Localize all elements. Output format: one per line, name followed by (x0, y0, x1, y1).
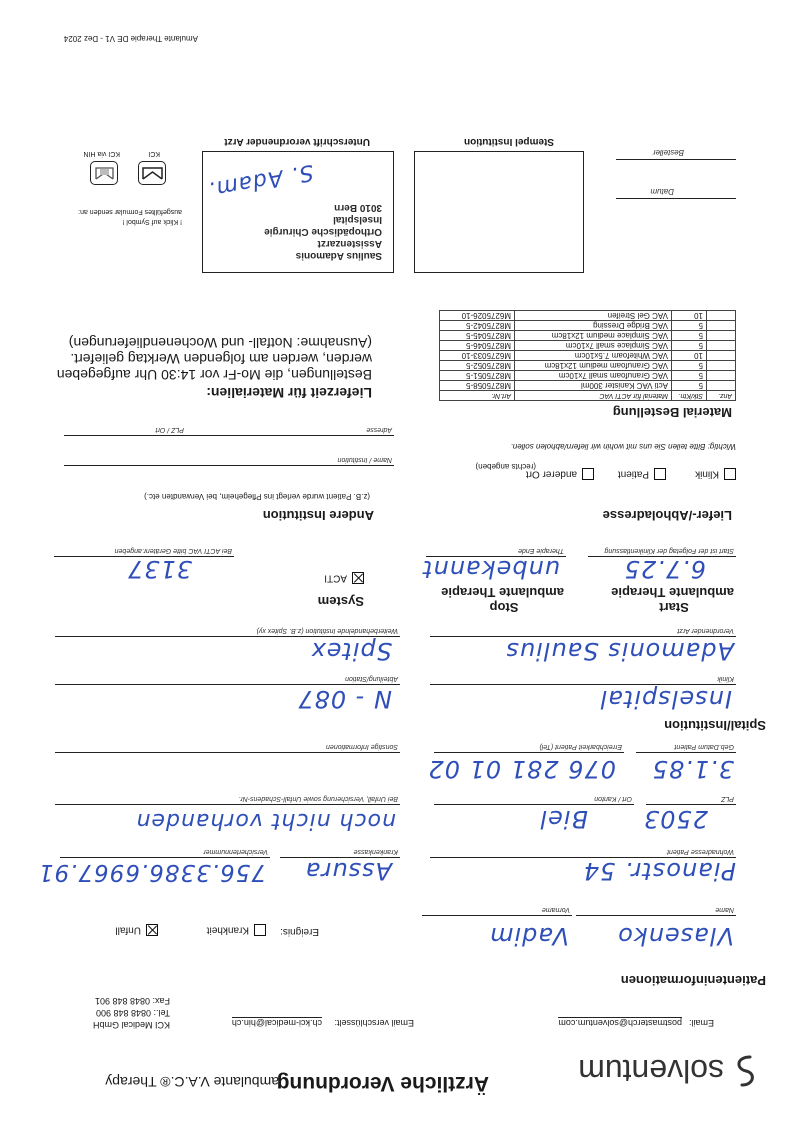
cap-telefon: Erreichbarkeit Patient (Tel) (539, 743, 622, 750)
patient-versichertennummer[interactable]: 756.3386.6967.91 (37, 859, 266, 885)
cap-ende: Therapie Ende (518, 547, 564, 554)
material-row (440, 341, 736, 351)
cap-plz: PLZ (721, 795, 734, 802)
cap-versichertennummer: Versichertennummer (203, 848, 268, 855)
kci-hin-icon-label: KCI via HIN (83, 150, 120, 157)
cap-andere-plz: PLZ / Ort (155, 426, 184, 433)
material-cell-stk: 5 (672, 361, 707, 371)
cap-unfallversicherung: Bei Unfall, Versicherung sowie Unfall-Schadens-Nr. (238, 795, 398, 802)
cap-wohnadresse: Wohnadresse Patient (667, 848, 734, 855)
header-artnr: Art.Nr. (440, 391, 515, 401)
header-anz: Anz. (707, 391, 736, 401)
material-cell-art: M8275046-5 (440, 341, 515, 351)
material-row (440, 351, 736, 361)
anderer-ort-note: (rechts angeben) (475, 462, 536, 471)
cap-name: Name (715, 906, 734, 913)
material-cell-art: M8275042-5 (440, 321, 515, 331)
cap-andere-name: Name / Institution (337, 456, 392, 463)
section-patient: Patienteninformationen (620, 973, 766, 988)
lieferzeit-line1: Bestellungen, die Mo-Fr vor 14:30 Uhr aufgegeben (56, 367, 372, 383)
form-title: Ärztliche Verordnung (276, 1072, 489, 1095)
cap-krankenkasse: Krankenkasse (353, 848, 398, 855)
company-fax: Fax: 0848 848 901 (94, 996, 170, 1006)
material-row (440, 361, 736, 371)
header-stk: Stk/Ktn. (672, 391, 707, 401)
email-encrypted-link[interactable]: ch.kci-medical@hin.ch (231, 1018, 322, 1028)
patient-unfallversicherung[interactable]: noch nicht vorhanden (135, 808, 396, 833)
stop-title: Stop ambulante Therapie (441, 585, 564, 615)
arzt-signature: S. Adam. (205, 158, 316, 203)
unfall-checkbox[interactable]: Unfall (115, 921, 158, 939)
material-cell-stk: 5 (672, 321, 707, 331)
send-note-1: ! Klick auf Symbol ! (122, 218, 182, 225)
lieferzeit-line2: werden, werden am folgenden Werktag geliefert. (70, 351, 372, 367)
section-spital: Spital/Institution (664, 718, 766, 733)
stempel-box[interactable] (414, 151, 584, 273)
cap-geraetenummer: Bei ACTI VAC bitte Gerätenr.angeben (114, 547, 232, 554)
material-cell-anz[interactable] (707, 331, 736, 341)
brand-name: solventum (578, 1053, 724, 1089)
header-material: Material für ACTI VAC (515, 391, 672, 401)
section-andere-institution: Andere Institution (262, 508, 374, 523)
company-name: KCI Medical GmbH (92, 1020, 170, 1030)
unterschrift-label: Unterschrift verordnender Arzt (224, 136, 370, 147)
material-cell-stk: 10 (672, 351, 707, 361)
klinik-checkbox[interactable]: Klinik (695, 465, 736, 483)
kci-mail-icon[interactable] (138, 161, 166, 185)
material-cell-anz[interactable] (707, 311, 736, 321)
patient-telefon[interactable]: 076 281 01 02 (427, 755, 616, 783)
patient-geburtsdatum[interactable]: 3.1.85 (651, 755, 734, 783)
material-cell-stk: 5 (672, 371, 707, 381)
ereignis-label: Ereignis: (280, 926, 319, 937)
wichtig-note: Wichtig: Bitte teilen Sie uns mit wohin wir liefern/abholen sollen. (510, 442, 736, 451)
material-table-header (440, 391, 736, 401)
patient-wohnadresse[interactable]: Pianostr. 54 (582, 857, 736, 885)
therapie-start[interactable]: 6.7.25 (623, 555, 706, 583)
material-cell-art: M6275026-10 (440, 311, 515, 321)
cap-start: Start ist der Folgetag der Klinikentlassung (604, 547, 734, 554)
material-cell-name: VAC Simplace medium 12x18cm (515, 331, 672, 341)
patient-ort[interactable]: Biel (539, 805, 588, 833)
therapie-ende[interactable]: unbekannt (422, 555, 560, 583)
cap-verordnender-arzt: Verordnender Arzt (677, 627, 734, 634)
material-table (439, 310, 736, 401)
kci-icon-label: KCI (148, 150, 160, 157)
kci-hin-mail-icon[interactable] (90, 161, 118, 185)
material-cell-art: M8275058-5 (440, 381, 515, 391)
material-cell-name: VAC Granufoam small 7x10cm (515, 371, 672, 381)
material-cell-name: VAC Gel Streifen (515, 311, 672, 321)
section-material: Material Bestellung (612, 405, 732, 420)
material-cell-anz[interactable] (707, 341, 736, 351)
material-cell-anz[interactable] (707, 361, 736, 371)
material-cell-art: M6275033-10 (440, 351, 515, 361)
form-subtitle: ambulante V.A.C.® Therapy (105, 1074, 279, 1090)
material-cell-name: VAC Bridge Dressing (515, 321, 672, 331)
lieferzeit-line3: (Ausnahme: Notfall- und Wochenendlieferungen) (68, 335, 372, 351)
patient-plz[interactable]: 2503 (642, 805, 708, 833)
cap-ort: Ort / Kanton (594, 795, 632, 802)
material-row (440, 371, 736, 381)
stempel-label: Stempel Institution (464, 136, 554, 147)
send-note-2: ausgefülltes Formular senden an: (78, 208, 182, 215)
email-encrypted-label: Email verschlüsselt: (334, 1018, 414, 1028)
cap-klinik: Klinik (717, 675, 734, 682)
cap-besteller: Besteller (652, 148, 684, 157)
lieferzeit-title: Lieferzeit für Materialien: (206, 385, 372, 401)
email-label: Email: (688, 1018, 714, 1028)
material-row (440, 321, 736, 331)
cap-andere-adresse: Adresse (366, 426, 392, 433)
andere-note: (z.B. Patient wurde verlegt ins Pflegeheim, bei Verwandten etc.) (144, 492, 370, 501)
system-title: System (317, 594, 364, 609)
document-id: Amulante Therapie DE V1 - Dez 2024 (63, 34, 198, 43)
cap-abteilung: Abteilung/Station (345, 675, 398, 682)
material-cell-anz[interactable] (707, 381, 736, 391)
start-title: Start ambulante Therapie (611, 585, 734, 615)
spital-klinik[interactable]: Inselspital (599, 685, 732, 713)
section-lieferadresse: Liefer-/Abholadresse (602, 508, 732, 523)
patient-checkbox[interactable]: Patient (618, 465, 666, 483)
patient-name[interactable]: Vlasenko (617, 922, 734, 950)
material-cell-anz[interactable] (707, 321, 736, 331)
cap-sonstige: Sonstige Informationen (326, 743, 398, 750)
anderer-ort-checkbox[interactable]: anderer Ort (526, 465, 594, 483)
spital-abteilung[interactable]: N - 087 (297, 685, 392, 713)
material-cell-art: M8275052-5 (440, 361, 515, 371)
krankheit-checkbox[interactable]: Krankheit (207, 921, 266, 939)
verordnender-arzt[interactable]: Adamonis Saulius (505, 637, 734, 665)
material-cell-name: Acti VAC Kanister 300ml (515, 381, 672, 391)
weiterbehandelnde-institution[interactable]: Spitex (310, 637, 392, 665)
material-cell-anz[interactable] (707, 371, 736, 381)
material-cell-name: VAC Granufoam medium 12x18cm (515, 361, 672, 371)
arzt-stempel: Saulius Adamonis Assistenzarzt Orthopädische Chirurgie Inselspital 3010 Bern (264, 202, 382, 261)
acti-checkbox[interactable]: ACTI (324, 569, 364, 587)
material-row (440, 311, 736, 321)
cap-weiterbehandelnde: Weiterbehandelnde Institution (z.B. Spitex xy) (256, 627, 398, 634)
material-row (440, 381, 736, 391)
company-tel: Tel.: 0848 848 900 (95, 1008, 170, 1018)
patient-vorname[interactable]: Vadim (489, 922, 569, 950)
email-link[interactable]: postmasterch@solventum.com (558, 1018, 682, 1028)
cap-vorname: Vorname (541, 906, 570, 913)
solventum-logo-icon (724, 1051, 764, 1091)
cap-datum: Datum (650, 187, 674, 196)
material-cell-stk: 5 (672, 381, 707, 391)
cap-geburtsdatum: Geb.Datum Patient (674, 743, 734, 750)
material-cell-art: M8275045-5 (440, 331, 515, 341)
material-cell-stk: 5 (672, 341, 707, 351)
material-row (440, 331, 736, 341)
patient-krankenkasse[interactable]: Assura (304, 857, 392, 885)
acti-geraetenummer[interactable]: 3137 (126, 555, 192, 583)
material-cell-name: VAC Whitefoam 7.5x10cm (515, 351, 672, 361)
material-cell-stk: 5 (672, 331, 707, 341)
material-cell-name: VAC Simplace small 7x10cm (515, 341, 672, 351)
material-cell-stk: 10 (672, 311, 707, 321)
material-cell-anz[interactable] (707, 351, 736, 361)
material-cell-art: M8275051-5 (440, 371, 515, 381)
